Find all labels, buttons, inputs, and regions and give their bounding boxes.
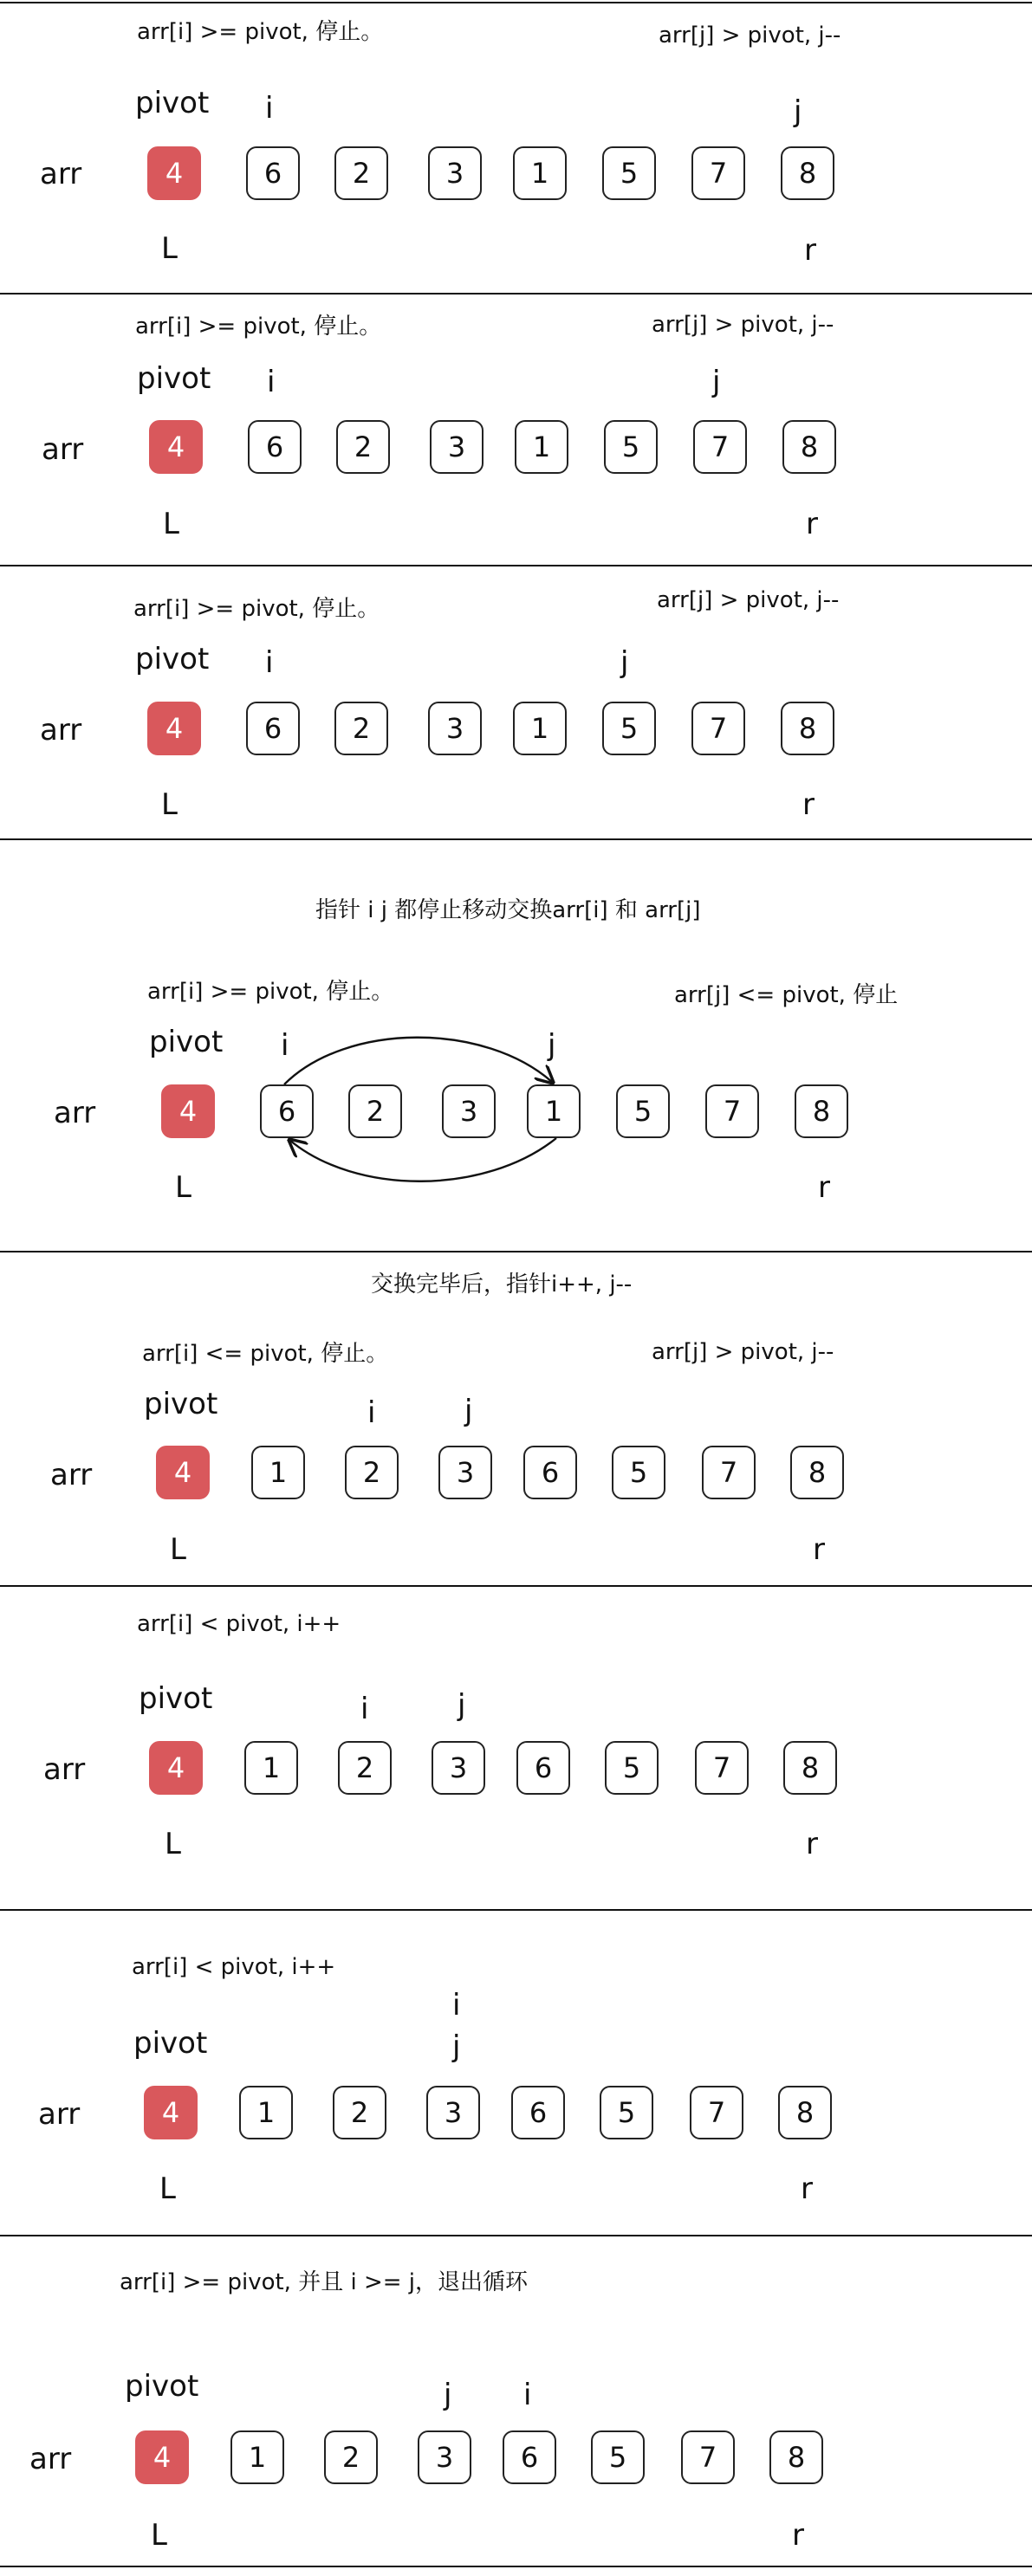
i-pointer-label: i [265,91,274,126]
array-cell: 1 [513,702,567,755]
j-pointer-label: j [444,2378,452,2412]
r-label: r [801,2171,813,2206]
r-label: r [806,507,818,541]
array-cell: 5 [600,2086,653,2139]
i-pointer-label: i [367,1395,376,1430]
array-cell-pivot: 4 [144,2086,198,2139]
swap-arrow-i-to-j [284,1038,553,1084]
j-pointer-label: j [452,2029,461,2064]
arr-label: arr [40,157,82,191]
array-cell: 2 [334,146,388,200]
note-left: arr[i] >= pivot, 停止。 [137,19,384,45]
array-cell: 2 [348,1084,402,1138]
array-cell: 6 [248,420,302,474]
arr-label: arr [43,1752,86,1787]
L-label: L [163,507,179,541]
arr-label: arr [38,2097,81,2132]
pivot-label: pivot [135,86,210,120]
array-cell: 7 [691,146,745,200]
array-cell-pivot: 4 [147,146,201,200]
array-cell: 5 [602,146,656,200]
array-cell: 2 [324,2430,378,2484]
arr-label: arr [42,432,84,467]
arr-label: arr [54,1096,96,1130]
L-label: L [175,1170,191,1205]
note-right: arr[j] <= pivot, 停止 [674,982,899,1008]
array-cell: 8 [778,2086,832,2139]
j-pointer-label: j [712,365,721,399]
array-cell: 8 [795,1084,848,1138]
array-cell: 3 [430,420,484,474]
r-label: r [802,787,815,822]
array-cell: 6 [260,1084,314,1138]
L-label: L [151,2518,167,2553]
array-cell: 7 [695,1741,749,1795]
j-pointer-label: j [464,1394,473,1428]
i-pointer-label: i [360,1692,369,1726]
arr-label: arr [40,713,82,748]
array-cell: 3 [442,1084,496,1138]
note-right: arr[j] > pivot, j-- [652,312,834,338]
array-cell: 8 [781,702,834,755]
array-cell-pivot: 4 [135,2430,189,2484]
j-pointer-label: j [458,1688,466,1723]
array-cell: 6 [246,146,300,200]
array-cell: 3 [428,702,482,755]
array-cell: 7 [693,420,747,474]
array-cell: 7 [691,702,745,755]
note-left: arr[i] <= pivot, 停止。 [142,1341,389,1367]
array-cell: 6 [246,702,300,755]
array-cell: 8 [769,2430,823,2484]
array-cell: 6 [503,2430,556,2484]
array-cell: 3 [418,2430,471,2484]
array-cell-pivot: 4 [147,702,201,755]
step-title: 指针 i j 都停止移动交换arr[i] 和 arr[j] [315,897,701,923]
array-cell: 8 [781,146,834,200]
array-cell-pivot: 4 [156,1446,210,1499]
i-pointer-label: i [281,1028,289,1063]
L-label: L [161,787,178,822]
pivot-label: pivot [137,361,211,396]
pivot-label: pivot [125,2369,199,2404]
r-label: r [813,1532,825,1567]
arr-label: arr [29,2442,72,2476]
i-pointer-label: i [523,2378,532,2412]
array-cell: 8 [790,1446,844,1499]
array-cell: 7 [690,2086,743,2139]
i-pointer-label: i [267,365,276,399]
pivot-label: pivot [135,642,210,676]
array-cell: 3 [438,1446,492,1499]
swap-arrow-j-to-i [289,1138,556,1181]
j-pointer-label: j [620,645,629,680]
L-label: L [165,1827,181,1861]
array-cell: 5 [616,1084,670,1138]
note-left: arr[i] >= pivot, 停止。 [147,979,394,1005]
array-cell: 1 [527,1084,581,1138]
array-cell: 2 [345,1446,399,1499]
note-right: arr[j] > pivot, j-- [659,23,841,49]
array-cell: 7 [702,1446,756,1499]
array-cell-pivot: 4 [149,420,203,474]
array-cell: 1 [251,1446,305,1499]
note-right: arr[j] > pivot, j-- [657,587,840,613]
array-cell: 2 [338,1741,392,1795]
note-left: arr[i] < pivot, i++ [137,1611,341,1637]
array-cell: 1 [515,420,568,474]
array-cell: 5 [604,420,658,474]
array-cell: 5 [605,1741,659,1795]
array-cell: 6 [516,1741,570,1795]
array-cell: 2 [333,2086,386,2139]
L-label: L [159,2171,176,2206]
i-pointer-label: i [265,645,274,680]
array-cell: 5 [602,702,656,755]
pivot-label: pivot [149,1025,224,1059]
L-label: L [170,1532,186,1567]
r-label: r [804,233,816,268]
array-cell-pivot: 4 [149,1741,203,1795]
array-cell: 3 [428,146,482,200]
L-label: L [161,231,178,266]
r-label: r [792,2518,804,2553]
note-left: arr[i] >= pivot, 并且 i >= j，退出循环 [120,2269,529,2295]
array-cell: 1 [244,1741,298,1795]
array-cell-pivot: 4 [161,1084,215,1138]
j-pointer-label: j [548,1028,556,1063]
array-cell: 1 [239,2086,293,2139]
note-left: arr[i] >= pivot, 停止。 [133,596,380,622]
pivot-label: pivot [144,1387,218,1421]
note-left: arr[i] < pivot, i++ [132,1954,336,1980]
pivot-label: pivot [139,1681,213,1716]
array-cell: 2 [336,420,390,474]
r-label: r [806,1827,818,1861]
array-cell: 8 [783,1741,837,1795]
array-cell: 6 [523,1446,577,1499]
array-cell: 7 [681,2430,735,2484]
array-cell: 1 [230,2430,284,2484]
array-cell: 6 [511,2086,565,2139]
array-cell: 2 [334,702,388,755]
i-pointer-label: i [452,1988,461,2023]
array-cell: 3 [426,2086,480,2139]
arr-label: arr [50,1458,93,1492]
array-cell: 5 [612,1446,665,1499]
note-right: arr[j] > pivot, j-- [652,1339,834,1365]
array-cell: 3 [432,1741,485,1795]
array-cell: 8 [782,420,836,474]
array-cell: 1 [513,146,567,200]
array-cell: 7 [705,1084,759,1138]
note-left: arr[i] >= pivot, 停止。 [135,314,382,340]
j-pointer-label: j [794,94,802,129]
pivot-label: pivot [133,2026,208,2061]
step-title: 交换完毕后，指针i++, j-- [371,1272,633,1298]
r-label: r [818,1170,830,1205]
array-cell: 5 [591,2430,645,2484]
